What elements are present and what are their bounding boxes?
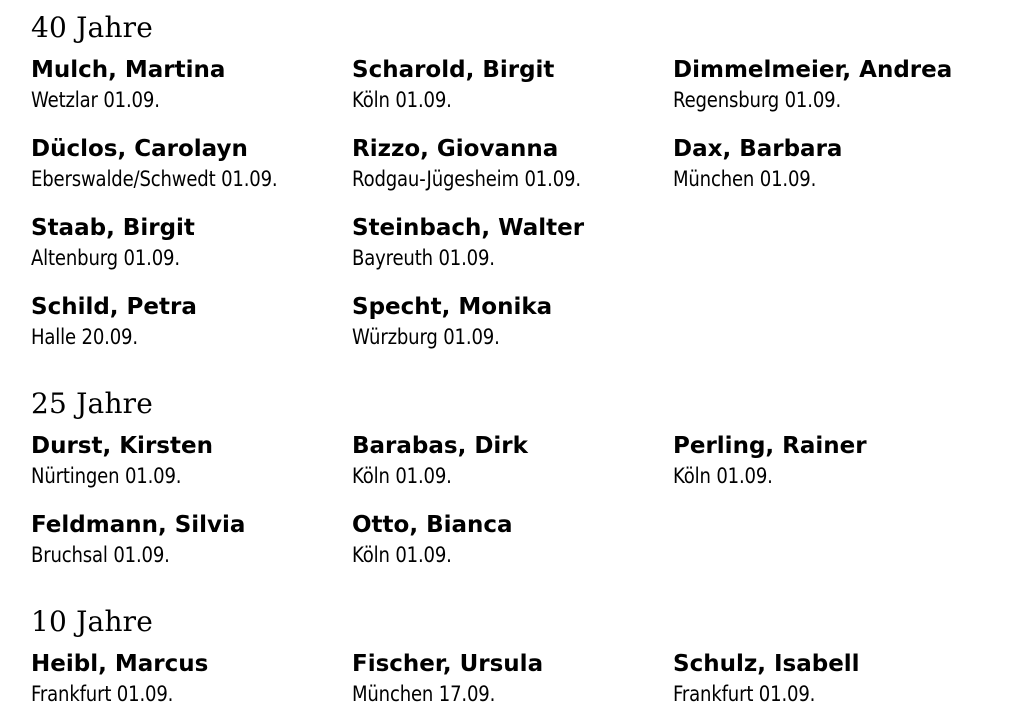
list-item (31, 214, 341, 270)
entry-name: Otto, Bianca (352, 512, 513, 538)
list-item (352, 56, 662, 112)
entry-place-date: Würzburg 01.09. (352, 325, 500, 349)
list-item (352, 293, 662, 349)
list-item (673, 650, 983, 706)
list-item (31, 56, 341, 112)
entry-name: Perling, Rainer (673, 433, 867, 459)
entry-place-date: München 17.09. (352, 682, 496, 706)
entry-name: Feldmann, Silvia (31, 512, 246, 538)
entry-place-date: Frankfurt 01.09. (673, 682, 816, 706)
entry-name: Dimmelmeier, Andrea (673, 57, 953, 83)
list-item (31, 135, 341, 191)
list-item (352, 511, 662, 567)
list-item (673, 432, 983, 488)
section-heading: 40 Jahre (31, 11, 154, 44)
section-heading: 25 Jahre (31, 387, 154, 420)
section-heading: 10 Jahre (31, 605, 154, 638)
entry-name: Fischer, Ursula (352, 651, 544, 677)
entry-name: Mulch, Martina (31, 57, 226, 83)
entry-name: Scharold, Birgit (352, 57, 555, 83)
entry-place-date: Altenburg 01.09. (31, 246, 180, 270)
list-item (352, 135, 662, 191)
list-item (352, 214, 662, 270)
list-item (352, 432, 662, 488)
entry-name: Rizzo, Giovanna (352, 136, 559, 162)
entry-place-date: Eberswalde/Schwedt 01.09. (31, 167, 278, 191)
entry-place-date: Halle 20.09. (31, 325, 138, 349)
list-item (31, 650, 341, 706)
list-item (31, 293, 341, 349)
entry-name: Barabas, Dirk (352, 433, 528, 459)
entry-name: Specht, Monika (352, 294, 553, 320)
entry-place-date: Köln 01.09. (673, 464, 773, 488)
entry-place-date: Nürtingen 01.09. (31, 464, 182, 488)
entry-name: Staab, Birgit (31, 215, 195, 241)
list-item (673, 56, 983, 112)
entry-place-date: Regensburg 01.09. (673, 88, 842, 112)
entry-name: Steinbach, Walter (352, 215, 585, 241)
entry-name: Dax, Barbara (673, 136, 843, 162)
entry-place-date: München 01.09. (673, 167, 817, 191)
entry-place-date: Frankfurt 01.09. (31, 682, 174, 706)
list-item (31, 511, 341, 567)
entry-place-date: Bruchsal 01.09. (31, 543, 170, 567)
entry-name: Düclos, Carolayn (31, 136, 248, 162)
list-item (352, 650, 662, 706)
entry-name: Schild, Petra (31, 294, 197, 320)
entry-place-date: Rodgau-Jügesheim 01.09. (352, 167, 581, 191)
entry-place-date: Köln 01.09. (352, 543, 452, 567)
entry-name: Heibl, Marcus (31, 651, 209, 677)
entry-place-date: Köln 01.09. (352, 88, 452, 112)
entry-place-date: Bayreuth 01.09. (352, 246, 495, 270)
list-item (31, 432, 341, 488)
entry-name: Schulz, Isabell (673, 651, 860, 677)
entry-place-date: Köln 01.09. (352, 464, 452, 488)
list-item (673, 135, 983, 191)
entry-name: Durst, Kirsten (31, 433, 213, 459)
entry-place-date: Wetzlar 01.09. (31, 88, 160, 112)
